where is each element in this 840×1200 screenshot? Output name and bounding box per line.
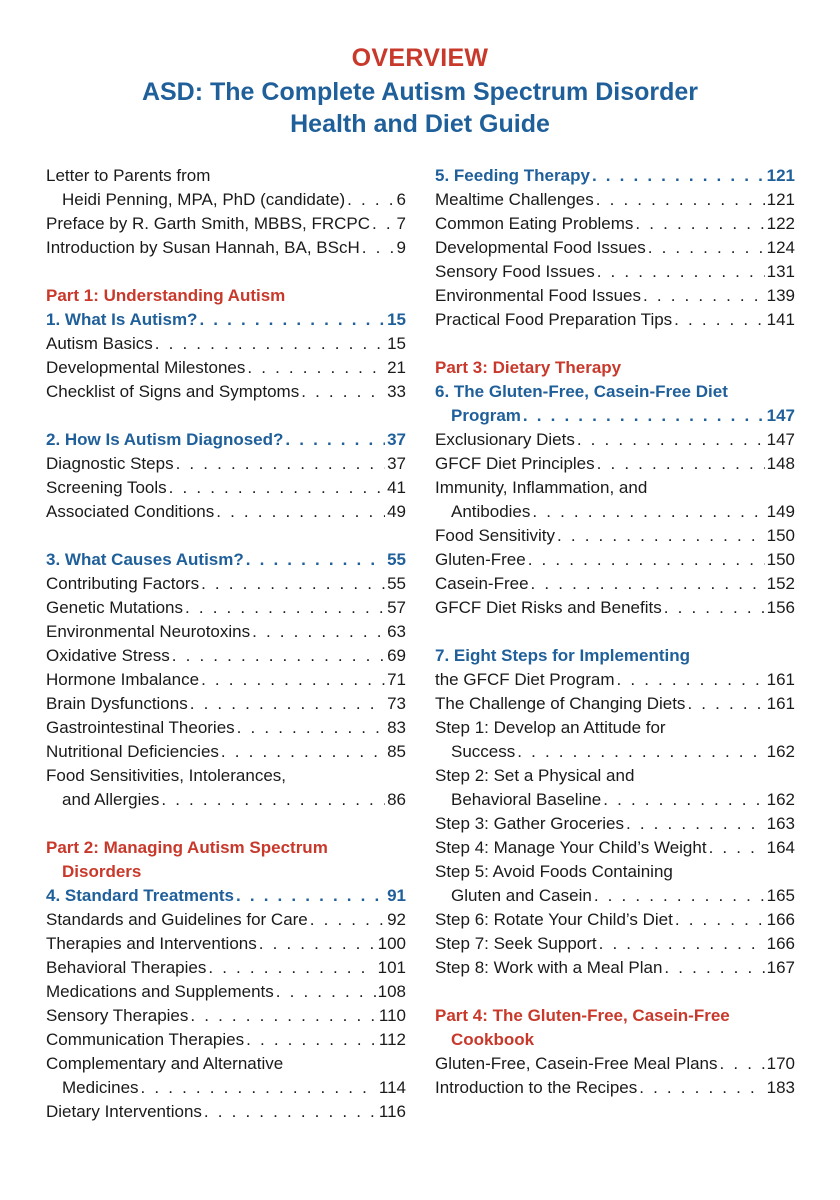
toc-entry: Casein-Free . . . 152: [435, 572, 795, 596]
toc-right-column: [435, 164, 795, 1100]
page-header: [0, 40, 840, 140]
toc-entry: Gastrointestinal Theories . . . 83: [46, 716, 406, 740]
chapter-heading: 7. Eight Steps for Implementing: [435, 646, 691, 665]
toc-entry: Exclusionary Diets . . . 147: [435, 428, 795, 452]
toc-entry: Step 6: Rotate Your Child’s Diet . . . 166: [435, 908, 795, 932]
toc-entry: Antibodies . . . 149: [435, 500, 795, 524]
toc-entry: Step 2: Set a Physical and: [435, 766, 635, 785]
toc-entry: GFCF Diet Principles . . . 148: [435, 452, 795, 476]
toc-entry: Mealtime Challenges . . . 121: [435, 188, 795, 212]
toc-entry: Heidi Penning, MPA, PhD (candidate) . . . 6: [46, 188, 406, 212]
part-heading-cont: Cookbook: [451, 1030, 535, 1049]
book-title-line1: ASD: The Complete Autism Spectrum Disorder: [141, 78, 699, 106]
book-title-line2: Health and Diet Guide: [290, 110, 550, 138]
toc-entry: Communication Therapies . . . 112: [46, 1028, 406, 1052]
toc-entry: Behavioral Therapies . . . 101: [46, 956, 406, 980]
toc-entry: Checklist of Signs and Symptoms . . . 33: [46, 380, 406, 404]
part-heading: Part 2: Managing Autism Spectrum: [46, 838, 328, 857]
chapter-heading: 1. What Is Autism? . . . 15: [46, 308, 406, 332]
chapter-heading-cont: Program . . . 147: [435, 404, 795, 428]
toc-entry: Gluten-Free . . . 150: [435, 548, 795, 572]
toc-entry: Hormone Imbalance . . . 71: [46, 668, 406, 692]
toc-entry: Step 5: Avoid Foods Containing: [435, 862, 673, 881]
toc-entry: Standards and Guidelines for Care . . . 92: [46, 908, 406, 932]
toc-entry: Autism Basics . . . 15: [46, 332, 406, 356]
toc-entry: Diagnostic Steps . . . 37: [46, 452, 406, 476]
chapter-heading: 5. Feeding Therapy . . . 121: [435, 164, 795, 188]
toc-entry: Dietary Interventions . . . 116: [46, 1100, 406, 1124]
toc-entry: Common Eating Problems . . . 122: [435, 212, 795, 236]
toc-entry: Genetic Mutations . . . 57: [46, 596, 406, 620]
toc-entry: Environmental Food Issues . . . 139: [435, 284, 795, 308]
toc-entry: Step 8: Work with a Meal Plan . . . 167: [435, 956, 795, 980]
toc-entry: GFCF Diet Risks and Benefits . . . 156: [435, 596, 795, 620]
toc-entry: Complementary and Alternative: [46, 1054, 284, 1073]
toc-entry: Environmental Neurotoxins . . . 63: [46, 620, 406, 644]
toc-entry: The Challenge of Changing Diets . . . 161: [435, 692, 795, 716]
toc-entry: and Allergies . . . 86: [46, 788, 406, 812]
chapter-heading: 2. How Is Autism Diagnosed? . . . 37: [46, 428, 406, 452]
toc-entry: Food Sensitivity . . . 150: [435, 524, 795, 548]
toc-entry: Therapies and Interventions . . . 100: [46, 932, 406, 956]
toc-entry: Food Sensitivities, Intolerances,: [46, 766, 287, 785]
toc-entry: Medicines . . . 114: [46, 1076, 406, 1100]
toc-entry: the GFCF Diet Program . . . 161: [435, 668, 795, 692]
toc-entry: Sensory Food Issues . . . 131: [435, 260, 795, 284]
toc-entry: Step 7: Seek Support . . . 166: [435, 932, 795, 956]
chapter-heading: 4. Standard Treatments . . . 91: [46, 884, 406, 908]
toc-left-column: [46, 164, 406, 1124]
part-heading-cont: Disorders: [62, 862, 142, 881]
toc-entry: Gluten and Casein . . . 165: [435, 884, 795, 908]
toc-entry: Preface by R. Garth Smith, MBBS, FRCPC . . . 7: [46, 212, 406, 236]
toc-entry: Developmental Food Issues . . . 124: [435, 236, 795, 260]
toc-entry: Introduction by Susan Hannah, BA, BScH . . . 9: [46, 236, 406, 260]
toc-entry: Oxidative Stress . . . 69: [46, 644, 406, 668]
part-heading: Part 4: The Gluten-Free, Casein-Free: [435, 1006, 730, 1025]
toc-entry: Contributing Factors . . . 55: [46, 572, 406, 596]
toc-entry: Step 3: Gather Groceries . . . 163: [435, 812, 795, 836]
part-heading: Part 3: Dietary Therapy: [435, 358, 622, 377]
toc-entry: Step 1: Develop an Attitude for: [435, 718, 666, 737]
toc-entry: Associated Conditions . . . 49: [46, 500, 406, 524]
toc-entry: Introduction to the Recipes . . . 183: [435, 1076, 795, 1100]
overview-label: OVERVIEW: [351, 44, 489, 72]
toc-entry: Nutritional Deficiencies . . . 85: [46, 740, 406, 764]
toc-entry: Step 4: Manage Your Child’s Weight . . . 164: [435, 836, 795, 860]
chapter-heading: 3. What Causes Autism? . . . 55: [46, 548, 406, 572]
toc-entry: Behavioral Baseline . . . 162: [435, 788, 795, 812]
toc-entry: Practical Food Preparation Tips . . . 141: [435, 308, 795, 332]
toc-entry: Gluten-Free, Casein-Free Meal Plans . . . 170: [435, 1052, 795, 1076]
toc-entry: Letter to Parents from: [46, 166, 211, 185]
toc-entry: Developmental Milestones . . . 21: [46, 356, 406, 380]
chapter-heading: 6. The Gluten-Free, Casein-Free Diet: [435, 382, 728, 401]
toc-entry: Medications and Supplements . . . 108: [46, 980, 406, 1004]
toc-entry: Sensory Therapies . . . 110: [46, 1004, 406, 1028]
part-heading: Part 1: Understanding Autism: [46, 286, 286, 305]
toc-entry: Screening Tools . . . 41: [46, 476, 406, 500]
toc-entry: Immunity, Inflammation, and: [435, 478, 648, 497]
toc-entry: Success . . . 162: [435, 740, 795, 764]
toc-entry: Brain Dysfunctions . . . 73: [46, 692, 406, 716]
